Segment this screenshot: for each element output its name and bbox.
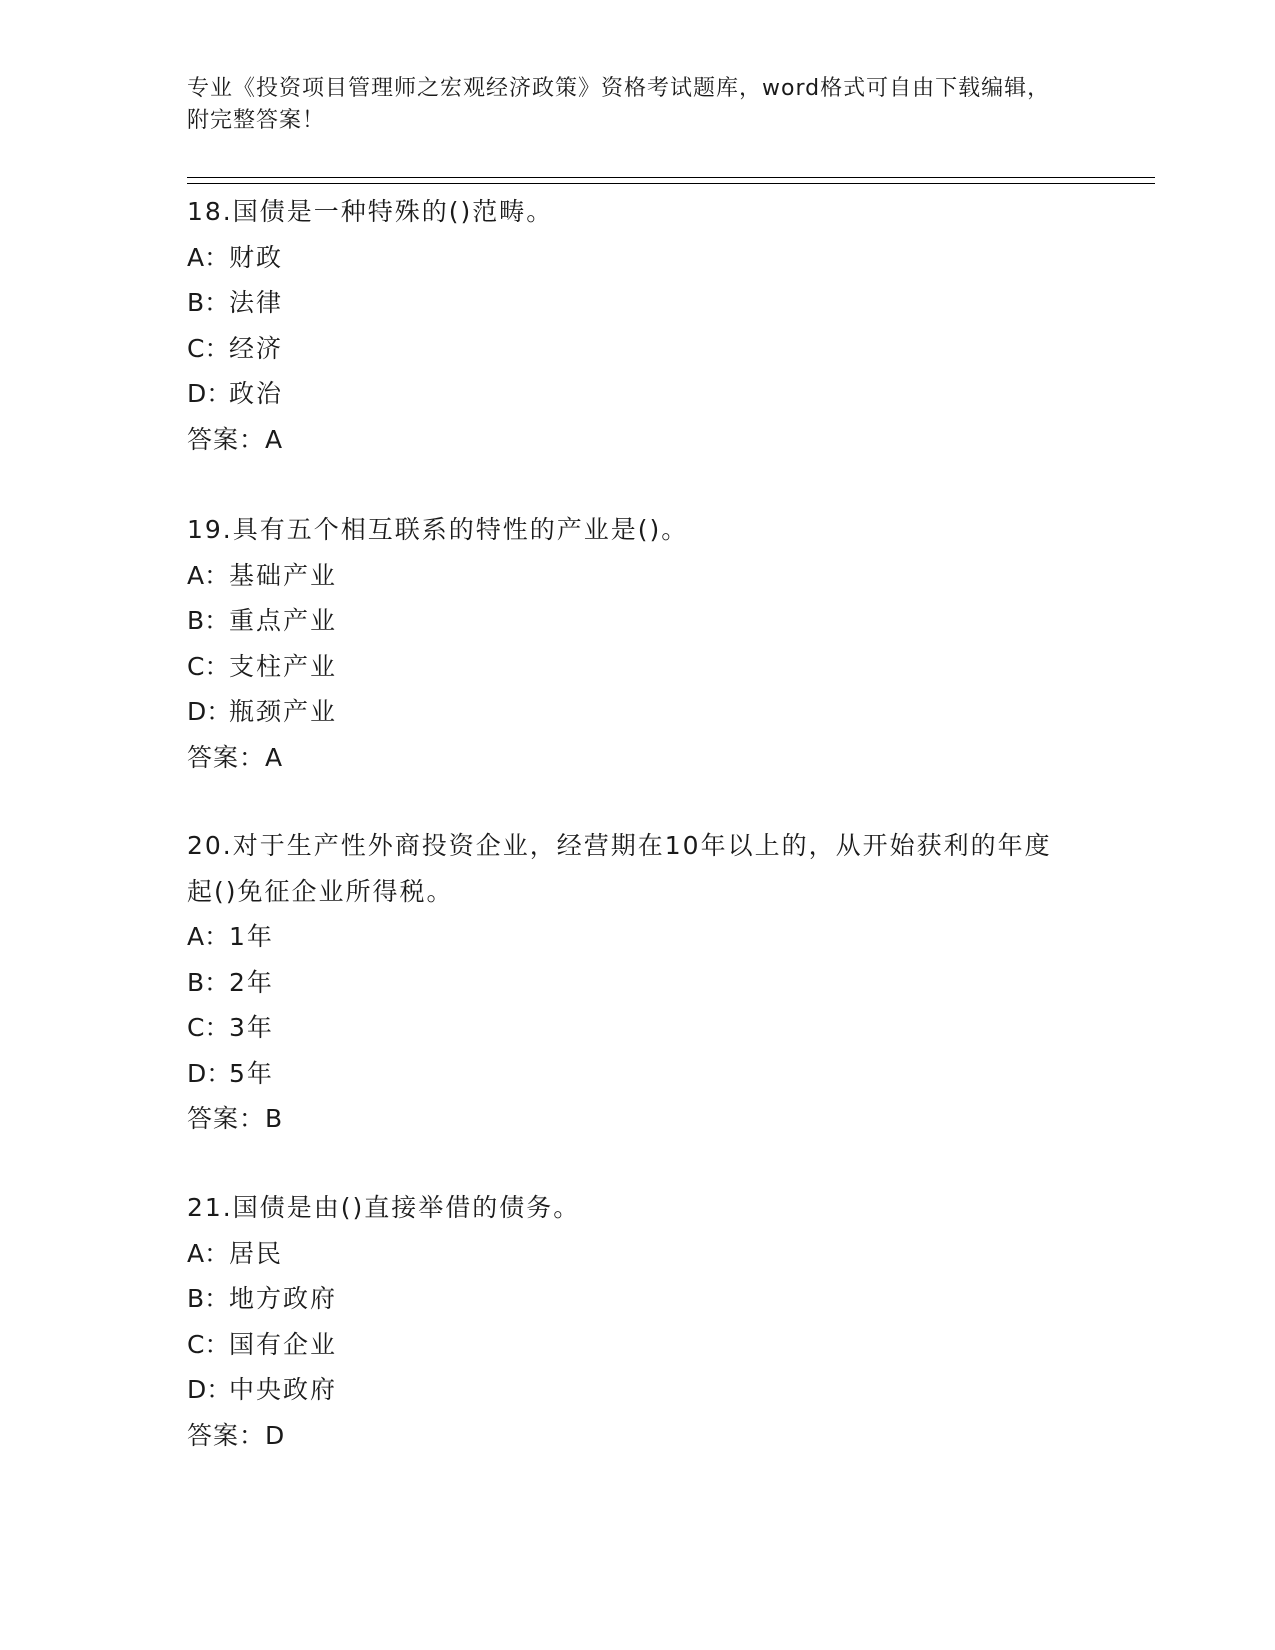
- option-letter: A：: [187, 560, 230, 590]
- answer: 答案：A: [187, 742, 284, 772]
- option-letter: D：: [187, 1375, 232, 1404]
- option-text: 支柱产业: [229, 651, 338, 681]
- answer: 答案：A: [187, 424, 284, 454]
- question-number: 20.: [187, 831, 233, 860]
- option-text: 法律: [229, 288, 284, 317]
- option-letter: B：: [187, 1284, 230, 1313]
- answer: 答案：B: [187, 1104, 284, 1133]
- question-text: 国债是一种特殊的()范畴。: [232, 197, 554, 226]
- option-letter: A：: [187, 922, 230, 951]
- option-letter: A：: [187, 1238, 230, 1268]
- option-text: 2年: [229, 967, 274, 997]
- option-text: 瓶颈产业: [229, 697, 338, 726]
- question-text: 对于生产性外商投资企业，经营期在10年以上的，从开始获利的年度起()免征企业所得税。: [187, 831, 1052, 906]
- option-c: [187, 1322, 1087, 1368]
- option-a: [187, 553, 1087, 599]
- answer: 答案：D: [187, 1420, 286, 1450]
- option-d: [187, 1051, 1087, 1097]
- question-number: 18.: [187, 197, 233, 226]
- option-b: [187, 280, 1087, 326]
- question-text: 具有五个相互联系的特性的产业是()。: [232, 515, 689, 544]
- option-a: [187, 235, 1087, 281]
- option-d: [187, 371, 1087, 417]
- option-letter: C：: [187, 333, 230, 363]
- option-d: [187, 1367, 1087, 1413]
- header-divider-top: [187, 177, 1155, 178]
- option-letter: A：: [187, 242, 230, 272]
- option-letter: B：: [187, 288, 230, 317]
- option-text: 地方政府: [229, 1284, 338, 1313]
- question-number: 19.: [187, 515, 233, 544]
- question-18: [187, 189, 1087, 462]
- option-letter: B：: [187, 606, 230, 635]
- option-letter: B：: [187, 967, 230, 997]
- option-c: [187, 1005, 1087, 1051]
- option-c: [187, 326, 1087, 372]
- option-a: [187, 914, 1087, 960]
- option-letter: C：: [187, 1329, 230, 1359]
- header-note: 专业《投资项目管理师之宏观经济政策》资格考试题库，word格式可自由下载编辑，附完整答案！: [187, 76, 1051, 133]
- question-stem: [187, 823, 1067, 914]
- option-text: 基础产业: [229, 560, 338, 590]
- option-letter: D：: [187, 379, 232, 408]
- option-text: 1年: [229, 922, 274, 951]
- option-text: 财政: [229, 242, 284, 272]
- option-text: 居民: [229, 1238, 284, 1268]
- option-letter: C：: [187, 651, 230, 681]
- option-b: [187, 960, 1087, 1006]
- option-letter: D：: [187, 1058, 232, 1088]
- option-text: 国有企业: [229, 1329, 338, 1359]
- option-letter: D：: [187, 697, 232, 726]
- option-text: 5年: [229, 1058, 274, 1088]
- option-letter: C：: [187, 1013, 230, 1042]
- option-d: [187, 689, 1087, 735]
- question-stem: [187, 507, 1087, 553]
- question-20: [187, 823, 1087, 1142]
- option-c: [187, 644, 1087, 690]
- option-text: 中央政府: [229, 1375, 338, 1404]
- option-text: 经济: [229, 333, 284, 363]
- question-19: [187, 507, 1087, 780]
- option-text: 政治: [229, 379, 284, 408]
- option-text: 3年: [229, 1013, 274, 1042]
- question-number: 21.: [187, 1193, 233, 1222]
- question-stem: [187, 189, 1087, 235]
- option-text: 重点产业: [229, 606, 338, 635]
- option-a: [187, 1231, 1087, 1277]
- question-21: [187, 1185, 1087, 1458]
- option-b: [187, 598, 1087, 644]
- option-b: [187, 1276, 1087, 1322]
- question-text: 国债是由()直接举借的债务。: [232, 1193, 581, 1222]
- header-divider-bottom: [187, 183, 1155, 184]
- question-stem: [187, 1185, 1087, 1231]
